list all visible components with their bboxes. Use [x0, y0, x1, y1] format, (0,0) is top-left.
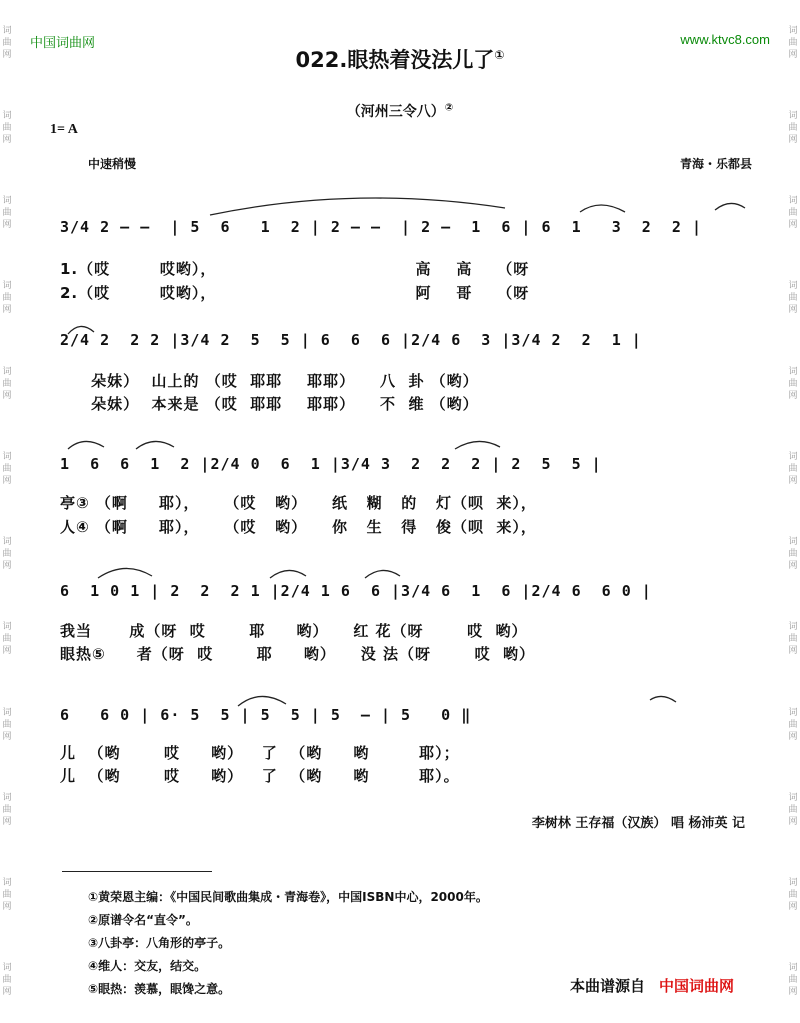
- side-watermark-char: 网: [2, 220, 12, 231]
- footnote-4: ④维人：交友，结交。: [88, 959, 207, 973]
- side-watermark-group: [2, 621, 11, 657]
- site-url-right[interactable]: www.ktvc8.com: [680, 32, 770, 47]
- side-watermark-char: 网: [788, 987, 798, 998]
- lyrics-row-3-verse-1: 亭③ （啊 耶）， （哎 哟） 纸 糊 的 灯（呗 来），: [60, 494, 537, 512]
- side-watermark-char: 曲: [788, 804, 798, 815]
- side-watermark-char: 曲: [788, 378, 798, 389]
- song-origin: 青海・乐都县: [679, 157, 752, 171]
- site-name-left[interactable]: 中国词曲网: [30, 36, 96, 51]
- footnotes: [88, 886, 488, 1001]
- side-watermark-char: 词: [2, 281, 12, 292]
- side-watermark-char: 曲: [788, 719, 798, 730]
- side-watermark-char: 网: [2, 49, 12, 60]
- side-watermark-char: 网: [788, 390, 798, 401]
- side-watermark-char: 词: [788, 25, 798, 36]
- side-watermark-char: 词: [2, 792, 12, 803]
- side-watermark-group: [788, 621, 797, 657]
- source-footer-text: 本曲谱源自: [570, 977, 646, 995]
- side-watermark-char: 网: [2, 305, 12, 316]
- lyrics-row-5-verse-2: 儿 （哟 哎 哟） 了 （哟 哟 耶）。: [60, 767, 460, 785]
- side-watermark-group: [788, 962, 797, 998]
- lyrics-row-4-verse-2: 眼热⑤ 者（呀 哎 耶 哟） 没 法（呀 哎 哟）: [60, 645, 536, 663]
- side-watermark-char: 网: [2, 987, 12, 998]
- side-watermark-char: 曲: [788, 549, 798, 560]
- side-watermark-char: 曲: [2, 463, 12, 474]
- side-watermark-char: 网: [788, 646, 798, 657]
- side-watermark-char: 词: [788, 110, 798, 121]
- side-watermark-char: 曲: [788, 37, 798, 48]
- side-watermark-char: 曲: [2, 975, 12, 986]
- side-watermark-char: 曲: [2, 293, 12, 304]
- side-watermark-char: 网: [2, 475, 12, 486]
- side-watermark-char: 网: [788, 134, 798, 145]
- side-watermark-char: 词: [788, 366, 798, 377]
- side-watermark-char: 曲: [788, 208, 798, 219]
- song-subtitle: [0, 101, 800, 121]
- side-watermark-char: 词: [788, 878, 798, 889]
- side-watermark-char: 网: [788, 475, 798, 486]
- side-watermark-group: [2, 366, 11, 402]
- side-watermark-right: [786, 0, 800, 1023]
- side-watermark-char: 词: [2, 451, 12, 462]
- side-watermark-char: 网: [2, 390, 12, 401]
- side-watermark-char: 网: [788, 902, 798, 913]
- footnote-divider: [62, 871, 212, 872]
- title-footnote-mark: ①: [494, 48, 505, 62]
- side-watermark-group: [788, 536, 797, 572]
- footnote-3: ③八卦亭：八角形的亭子。: [88, 936, 231, 950]
- source-footer: [570, 975, 734, 996]
- song-title-text: 022.眼热着没法儿了: [295, 48, 495, 72]
- side-watermark-char: 曲: [788, 463, 798, 474]
- side-watermark-char: 网: [2, 816, 12, 827]
- side-watermark-group: [2, 792, 11, 828]
- side-watermark-group: [2, 451, 11, 487]
- side-watermark-char: 词: [2, 196, 12, 207]
- side-watermark-char: 曲: [2, 378, 12, 389]
- side-watermark-char: 网: [2, 731, 12, 742]
- lyrics-row-1-verse-1: 1.（哎 哎哟）， 高 高 （呀: [60, 260, 530, 278]
- side-watermark-char: 曲: [788, 634, 798, 645]
- side-watermark-group: [2, 707, 11, 743]
- tempo-marking: 中速稍慢: [88, 157, 137, 171]
- footnote-5: ⑤眼热：羡慕，眼馋之意。: [88, 982, 231, 996]
- subtitle-footnote-mark: ②: [444, 102, 454, 114]
- side-watermark-char: 词: [788, 622, 798, 633]
- side-watermark-char: 网: [2, 902, 12, 913]
- side-watermark-char: 词: [2, 110, 12, 121]
- side-watermark-char: 网: [788, 49, 798, 60]
- song-title: [0, 44, 800, 74]
- footnote-2: ②原谱令名“直令”。: [88, 913, 198, 927]
- side-watermark-char: 网: [788, 816, 798, 827]
- side-watermark-char: 曲: [2, 634, 12, 645]
- side-watermark-char: 词: [788, 707, 798, 718]
- notation-row-3: 1 6 6 1 2 |2/4 0 6 1 |3/4 3 2 2 2 | 2 5 5 |: [60, 455, 602, 473]
- side-watermark-group: [788, 195, 797, 231]
- side-watermark-char: 曲: [2, 549, 12, 560]
- side-watermark-char: 网: [788, 731, 798, 742]
- side-watermark-group: [2, 962, 11, 998]
- side-watermark-char: 曲: [788, 975, 798, 986]
- side-watermark-char: 曲: [2, 208, 12, 219]
- side-watermark-char: 词: [788, 281, 798, 292]
- side-watermark-char: 词: [2, 622, 12, 633]
- side-watermark-char: 词: [2, 25, 12, 36]
- side-watermark-char: 词: [788, 451, 798, 462]
- side-watermark-char: 曲: [2, 122, 12, 133]
- side-watermark-left: [0, 0, 14, 1023]
- side-watermark-char: 曲: [788, 293, 798, 304]
- lyrics-row-2-verse-2: 朵妹） 本来是 （哎 耶耶 耶耶） 不 维 （哟）: [60, 395, 479, 413]
- side-watermark-char: 曲: [2, 890, 12, 901]
- side-watermark-char: 网: [788, 220, 798, 231]
- side-watermark-char: 词: [788, 963, 798, 974]
- side-watermark-char: 词: [2, 963, 12, 974]
- side-watermark-char: 网: [2, 561, 12, 572]
- side-watermark-char: 网: [2, 646, 12, 657]
- side-watermark-char: 网: [788, 561, 798, 572]
- song-subtitle-text: （河州三令八）: [346, 104, 445, 120]
- slur-row1: [205, 190, 750, 220]
- lyrics-row-2-verse-1: 朵妹） 山上的 （哎 耶耶 耶耶） 八 卦 （哟）: [60, 372, 479, 390]
- side-watermark-group: [2, 280, 11, 316]
- side-watermark-group: [2, 877, 11, 913]
- side-watermark-char: 词: [788, 537, 798, 548]
- lyrics-row-1-verse-2: 2.（哎 哎哟）， 阿 哥 （呀: [60, 284, 530, 302]
- side-watermark-group: [788, 366, 797, 402]
- side-watermark-group: [788, 280, 797, 316]
- side-watermark-group: [788, 707, 797, 743]
- side-watermark-group: [788, 792, 797, 828]
- notation-row-2: 2/4 2 2 2 |3/4 2 5 5 | 6 6 6 |2/4 6 3 |3/4 2 2 1 |: [60, 331, 642, 349]
- side-watermark-char: 曲: [788, 890, 798, 901]
- performer-credit: 李树林 王存福（汉族） 唱 杨沛英 记: [531, 816, 745, 831]
- side-watermark-char: 曲: [788, 122, 798, 133]
- side-watermark-group: [2, 536, 11, 572]
- notation-row-4: 6 1 0 1 | 2 2 2 1 |2/4 1 6 6 |3/4 6 1 6 |2/4 6 6 0 |: [60, 582, 652, 600]
- slur-row3: [60, 433, 580, 453]
- side-watermark-char: 曲: [2, 804, 12, 815]
- lyrics-row-5-verse-1: 儿 （哟 哎 哟） 了 （哟 哟 耶）；: [60, 744, 460, 762]
- side-watermark-char: 词: [788, 792, 798, 803]
- side-watermark-group: [788, 451, 797, 487]
- lyrics-row-3-verse-2: 人④ （啊 耶）， （哎 哟） 你 生 得 俊（呗 来），: [60, 518, 537, 536]
- key-signature: 1= A: [50, 122, 78, 137]
- side-watermark-char: 曲: [2, 719, 12, 730]
- side-watermark-char: 词: [2, 707, 12, 718]
- side-watermark-group: [2, 195, 11, 231]
- slur-row4: [90, 560, 410, 582]
- side-watermark-char: 网: [788, 305, 798, 316]
- side-watermark-char: 词: [2, 878, 12, 889]
- side-watermark-group: [788, 877, 797, 913]
- footnote-1: ①黄荣恩主编：《中国民间歌曲集成・青海卷》，中国ISBN中心，2000年。: [88, 890, 488, 904]
- side-watermark-char: 网: [2, 134, 12, 145]
- side-watermark-char: 词: [788, 196, 798, 207]
- source-footer-brand[interactable]: 中国词曲网: [659, 977, 735, 995]
- notation-row-1: 3/4 2 — — | 5 6 1 2 | 2 — — | 2 — 1 6 | 6 1 3 2 2 |: [60, 218, 702, 236]
- side-watermark-char: 词: [2, 537, 12, 548]
- lyrics-row-4-verse-1: 我当 成（呀 哎 耶 哟） 红 花（呀 哎 哟）: [60, 622, 528, 640]
- side-watermark-char: 曲: [2, 37, 12, 48]
- notation-row-5: 6 6 0 | 6· 5 5 | 5 5 | 5 — | 5 0 ‖: [60, 706, 472, 724]
- side-watermark-char: 词: [2, 366, 12, 377]
